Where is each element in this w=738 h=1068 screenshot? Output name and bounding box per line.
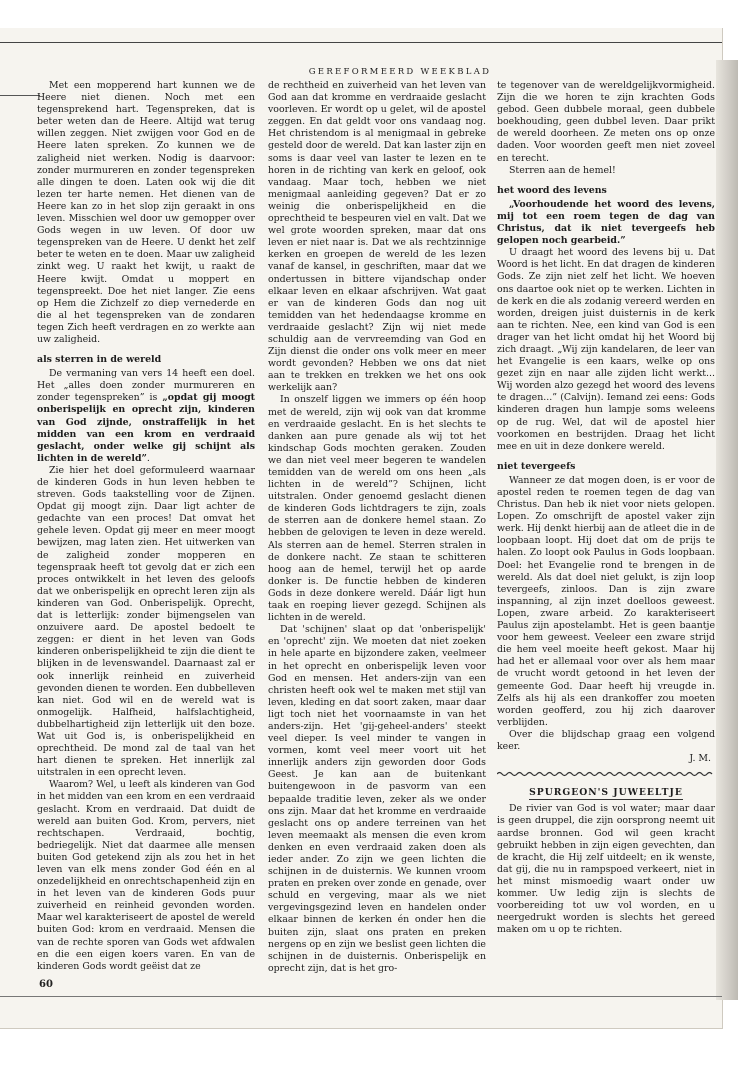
running-title: GEREFORMEERD WEEKBLAD [308, 67, 492, 77]
paragraph: Zie hier het doel geformuleerd waarnaar de kinderen Gods in hun leven hebben te streven. Gods taakstelling voor de Zijnen. Opdat gij moogt zijn. Daar ligt achter de gedachte van een proces! Dat omvat het gehele leven. Opdat gij meer en meer moogt bewijzen, mag laten zien. Het uitwerken van de zaligheid zonder mopperen en tegenspraak heeft tot gevolg dat er zich een proces ontwikkelt in het leven des geloofs dat we onberispelijk en oprecht leren zijn als kinderen van God. Onberispelijk. Oprecht, dat is letterlijk: zonder bijmengselen van onzuivere aard. De apostel bedoelt te zeggen: er dient in het leven van Gods kinderen onberispelijkheid te zijn die dient te blijken in de levenswandel. Daarnaast zal er ook innerlijk reinheid en zuiverheid gevonden dienen te worden. Een dubbelleven kan niet. God wil en de wereld wat is onmogelijk. Halfheid, halfslachtigheid, dubbelhartigheid zijn letterlijk uit den boze. Wat uit God is, is onberispelijkheid en oprechtheid. De mond zal de taal van het hart dienen te spreken. Het innerlijk zal uitstralen in een oprecht leven. [37, 464, 255, 779]
paragraph: De rivier van God is vol water; maar daar is geen druppel, die zijn oorsprong neemt uit aardse bronnen. God wil geen kracht gebruikt hebben in zijn eigen gevechten, dan de kracht, die Hij zelf uitdeelt; en ik wenste, dat gij, die nu in rampspoed verkeert, niet in het minst mismoedig waart onder uw kommer. Uw ledig zijn is slechts de voorbereiding tot uw vol worden, en u neergedrukt worden is slechts het gereed maken om u op te richten. [497, 803, 715, 936]
box-title [497, 787, 715, 799]
wavy-divider [497, 771, 715, 777]
section-heading: als sterren in de wereld [37, 354, 162, 366]
margin-mark [0, 95, 40, 96]
facing-page-edge [716, 60, 738, 1000]
top-rule [0, 42, 722, 43]
page-number: 60 [39, 979, 53, 990]
paragraph: Waarom? Wel, u leeft als kinderen van God in het midden van een krom en een verdraaid geslacht. Krom en verdraaid. Dat duidt de wereld aan buiten God. Krom, pervers, niet rechtschapen. Verdraaid, bochtig, bedriegelijk. Niet dat daarmee alle mensen buiten God getekend zijn als zou het in het leven van elk mens zonder God één en al onzedelijkheid en onrechtschapenheid zijn en in het leven van de kinderen Gods puur zuiverheid en reinheid gevonden worden. Maar wel karakteriseert de apostel de wereld buiten God: krom en verdraaid. Mensen die van de rechte sporen van Gods wet afdwalen en die een eigen koers varen. En van de kinderen Gods wordt geëist dat ze [37, 779, 255, 972]
paragraph: Met een mopperend hart kunnen we de Heere niet dienen. Noch met een tegensprekend hart. Tegenspreken, dat is beter weten dan de Heere. Altijd wat terug willen zeggen. Niet zwijgen voor God en de Heere laten spreken. Zo kunnen we de zaligheid niet werken. Nodig is daarvoor: zonder murmureren en zonder tegenspreken alle dingen te doen. Laten ook wij die dit lezen ter harte nemen. Het dienen van de Heere kan zo in het slop zijn geraakt in ons leven. Misschien wel door uw gemopper over Gods wegen in uw leven. Of door uw tegenspreken van de Heere. U denkt het zelf beter te weten en te doen. Maar uw zaligheid zinkt weg. U raakt het kwijt, u raakt de Heere kwijt. Omdat u moppert en tegenspreekt. Doe het niet langer. Zie eens op Hem die Zichzelf zo diep vernederde en die al het tegenspreken van de zondaren tegen Zich heeft verdragen en zo werkte aan uw zaligheid. [37, 80, 255, 345]
box-title-text: SPURGEON'S JUWEELTJE [529, 787, 683, 799]
bible-quote: „Voorhoudende het woord des levens, mij tot een roem tegen de dag van Christus, dat ik niet tevergeefs heb gelopen noch gearbeid.” [497, 198, 715, 247]
bottom-rule [0, 996, 722, 997]
section-heading: niet tevergeefs [497, 460, 576, 472]
paragraph: In onszelf liggen we immers op één hoop met de wereld, zijn wij ook van dat kromme en verdraaide geslacht. En is het slechts te danken aan pure genade als wij tot het kindschap Gods mochten geraken. Zouden we dan niet veel meer begeren te wandelen temidden van de wereld om ons heen „als lichten in de wereld”? Schijnen, licht uitstralen. Onder genoemd geslacht dienen de kinderen Gods lichtdragers te zijn, zoals de sterren aan de donkere hemel staan. Zo hebben de gelovigen te leven in deze wereld. Als sterren aan de hemel. Sterren stralen in de donkere nacht. Ze staan te schitteren hoog aan de hemel, terwijl het op aarde donker is. De functie hebben de kinderen Gods in deze donkere wereld. Dáár ligt hun taak en roeping liever gezegd. Schijnen als lichten in de wereld. [268, 394, 486, 624]
paragraph: te tegenover van de wereldgelijkvormigheid. Zijn die we horen te zijn krachten Gods gebod. Geen dubbele moraal, geen dubbele boekhouding, geen dubbel leven. Daar prikt de wereld doorheen. Ze meten ons op onze daden. Voor woorden geeft men niet zoveel en terecht. [497, 80, 715, 164]
paragraph: Sterren aan de hemel! [509, 164, 616, 176]
author-signature: J. M. [689, 753, 711, 765]
paragraph: Dat 'schijnen' slaat op dat 'onberispelijk' en 'oprecht' zijn. We moeten dat niet zoeken in hele aparte en bijzondere zaken, veelmeer in het oprecht en onberispelijk leven voor God en mensen. Het anders-zijn van een christen heeft ook wel te maken met stijl van leven, kleding en dat soort zaken, maar daar ligt toch niet het voornaamste in van het anders-zijn. Het 'gij-geheel-anders' steekt veel dieper. Is veel minder te vangen in vormen, komt veel meer voort uit het innerlijk anders zijn geworden door Gods Geest. Je kan aan de buitenkant buitengewoon in de pasvorm van een bepaalde traditie leven, zeker als we onder ons zijn. Maar dat het kromme en verdraaide geslacht ons op andere terreinen van het leven meemaakt als mensen die even krom denken en even verdraaid zaken doen als ieder ander. Zo zijn we geen lichten die schijnen in de duisternis. We kunnen vroom praten en preken over zonde en genade, over schuld en vergeving, maar als we niet vergevingsgezind leven en handelen onder elkaar binnen de kerken én onder hen die buiten zijn, slaat ons praten en preken nergens op en zijn we beslist geen lichten die schijnen in de duisternis. Onberispelijk en oprecht zijn, dat is het gro- [268, 624, 486, 974]
bible-quote: „opdat gij moogt onberispelijk en oprecht zijn, kinderen van God zijnde, onstraffelijk in het midden van een krom en verdraaid geslacht, onder welke gij schijnt als lichten in de wereld” [37, 392, 255, 464]
section-heading: het woord des levens [497, 184, 607, 196]
paragraph [37, 368, 255, 465]
paragraph: U draagt het woord des levens bij u. Dat Woord is het licht. En dat dragen de kinderen Gods. Ze zijn niet zelf het licht. We hoeven ons daartoe ook niet op te werken. Lichten in de kerk en die als zodanig vereerd werden en worden, dreigen juist duisternis in de kerk aan te richten. Nee, een kind van God is een drager van het licht omdat hij het Woord bij zich draagt. „Wij zijn kandelaren, de leer van het Evangelie is een kaars, welke op ons gezet zijn en naar alle zijden licht werkt... Wij worden alzo gezegd het woord des levens te dragen...” (Calvijn). Iemand zei eens: Gods kinderen dragen hun lampje soms weleens op de rug. Wel, dat wil de apostel hier voorkomen en bestrijden. Draag het licht mee en uit in deze donkere wereld. [497, 247, 715, 452]
column-1 [37, 80, 255, 973]
column-3 [497, 80, 715, 936]
column-2 [268, 80, 486, 975]
paragraph-end: . [146, 452, 150, 464]
paragraph: de rechtheid en zuiverheid van het leven van God aan dat kromme en verdraaide geslacht voorleven. Er wordt op u gelet, wil de apostel zeggen. En dat geldt voor ons vandaag nog. Het christendom is al menigmaal in gebreke gesteld door de wereld. Dat kan laster zijn en soms is daar veel van laster te lezen en te horen in de richting van kerk en geloof, ook vandaag. Maar toch, hebben we niet menigmaal aanleiding gegeven? Dat er zo weinig die onberispelijkheid en die oprechtheid te bespeuren viel en valt. Dat we wel grote woorden spreken, maar dat ons leven er niet naar is. Dat we als rechtzinnige kerken en groepen de wereld de les lezen vanaf de kansel, in geschriften, maar dat we ondertussen in bittere vijandschap onder elkaar leven en elkaar afschrijven. Wat gaat er van de kinderen Gods dan nog uit temidden van het hedendaagse kromme en verdraaide geslacht? Zijn wij niet mede schuldig aan de vervreemding van God en Zijn dienst die onder ons volk meer en meer wordt gevonden? Hebben we ons dat niet aan te trekken en trekken we het ons ook werkelijk aan? [268, 80, 486, 394]
paragraph-intro: De vermaning van vers 14 heeft een doel. Het „alles doen zonder murmureren en zonder tegenspreken” is [37, 368, 255, 404]
paragraph: Over die blijdschap graag een volgend keer. [497, 728, 715, 752]
paragraph: Wanneer ze dat mogen doen, is er voor de apostel reden te roemen tegen de dag van Christus. Dan heb ik niet voor niets gelopen. Lopen. Zo omschrijft de apostel vaker zijn werk. Hij denkt hierbij aan de atleet die in de loopbaan loopt. Hij doet dat om de prijs te halen. Zo loopt ook Paulus in Gods loopbaan. Doel: het Evangelie rond te brengen in de wereld. Als dat doel niet gelukt, is zijn loop tevergeefs, zinloos. Dan is zijn zware inspanning, al zijn inzet doelloos geweest. Lopen, zware arbeid. Zo karakteriseert Paulus zijn apostelambt. Het is geen baantje voor hem geweest. Veeleer een zware strijd die hem veel moeite heeft gekost. Maar hij had het er allemaal voor over als hem maar de vrucht wordt getoond in het leven der gemeente God. Daar heeft hij vreugde in. Zelfs als hij als een drankoffer zou moeten worden geofferd, zou hij zich daarover verblijden. [497, 474, 715, 728]
